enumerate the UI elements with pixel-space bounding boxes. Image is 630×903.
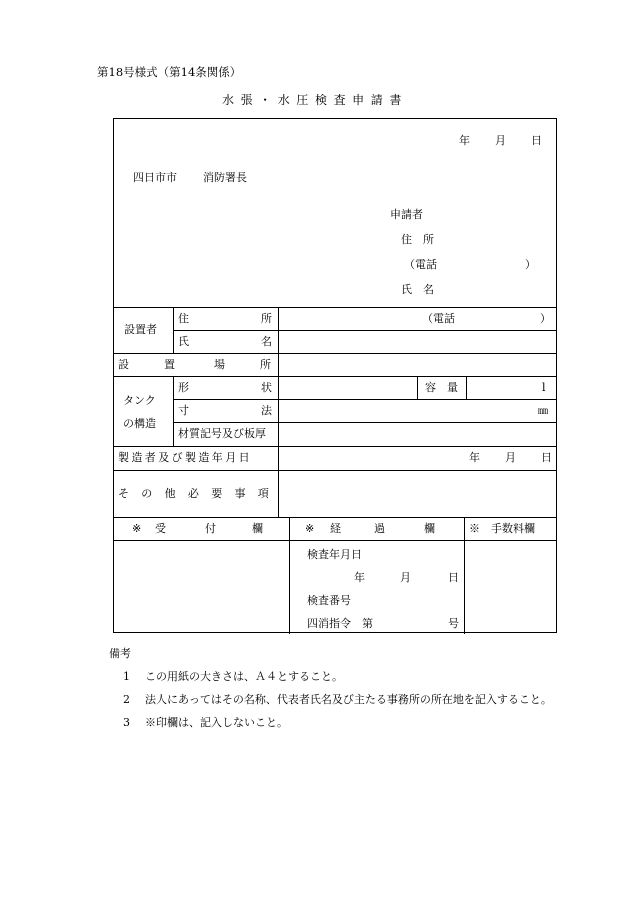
tank-label-line2: の構造: [123, 417, 156, 430]
designation-prefix: 四消指令 第: [307, 617, 373, 630]
applicant-label: 申請者: [390, 208, 423, 221]
row-divider: [114, 517, 556, 518]
row-divider: [114, 307, 556, 308]
manufacturer-year: 年: [469, 451, 480, 464]
tank-shape-char: 形: [178, 381, 189, 394]
date-day: 日: [531, 134, 542, 147]
application-form: [113, 118, 557, 633]
installer-name-char: 名: [261, 335, 272, 348]
row-divider: [114, 446, 556, 447]
manufacturer-day: 日: [541, 451, 552, 464]
notes-heading: 備考: [109, 647, 131, 660]
reception-char: 付: [205, 522, 216, 535]
tank-material-label: 材質記号及び板厚: [178, 427, 266, 440]
inspection-no-label: 検査番号: [307, 594, 351, 607]
note-text: 法人にあってはその名称、代表者氏名及び主たる事務所の所在地を記入すること。: [145, 693, 552, 706]
row-divider: [173, 399, 556, 400]
applicant-name-label: 氏 名: [401, 283, 434, 296]
form-title: 水張・水圧検査申請書: [221, 93, 408, 107]
row-divider: [173, 422, 556, 423]
row-divider: [173, 330, 556, 331]
form-number: 第18号様式（第14条関係）: [97, 65, 242, 79]
date-month: 月: [495, 134, 506, 147]
tank-capacity-char: 量: [447, 381, 458, 394]
designation-suffix: 号: [448, 617, 459, 630]
progress-char: 過: [374, 522, 385, 535]
manufacturer-label: 製造者及び製造年月日: [118, 451, 252, 464]
col-divider: [464, 517, 465, 634]
inspection-month: 月: [400, 571, 411, 584]
other-label: その他必要事項: [118, 487, 282, 500]
col-divider: [173, 307, 174, 353]
applicant-address-label: 住 所: [401, 233, 434, 246]
note-text: ※印欄は、記入しないこと。: [145, 716, 288, 729]
col-divider: [278, 307, 279, 517]
progress-char: 欄: [424, 522, 435, 535]
note-item: [123, 694, 552, 705]
progress-mark: ※: [305, 522, 315, 535]
row-divider: [114, 540, 556, 541]
installer-name-char: 氏: [178, 335, 189, 348]
reception-char: 欄: [252, 522, 263, 535]
tank-label-line1: タンク: [123, 394, 156, 407]
addressee-city: 四日市市: [133, 171, 177, 184]
col-divider: [417, 376, 418, 399]
note-item: [123, 671, 343, 682]
installer-address-char: 所: [261, 312, 272, 325]
inspection-year: 年: [354, 571, 365, 584]
installer-phone-open: （電話: [422, 312, 455, 325]
location-char: 場: [214, 358, 225, 371]
row-divider: [114, 353, 556, 354]
location-char: 所: [260, 358, 271, 371]
note-number: 1: [123, 670, 130, 683]
reception-char: 受: [155, 522, 166, 535]
inspection-day: 日: [448, 571, 459, 584]
row-divider: [114, 470, 556, 471]
note-text: この用紙の大きさは、Ａ４とすること。: [145, 670, 343, 683]
col-divider: [289, 517, 290, 634]
location-char: 置: [164, 358, 175, 371]
col-divider: [173, 376, 174, 446]
note-number: 3: [123, 716, 130, 729]
tank-dimension-char: 寸: [178, 404, 189, 417]
tank-capacity-char: 容: [425, 381, 436, 394]
manufacturer-month: 月: [505, 451, 516, 464]
tank-capacity-unit: l: [542, 381, 546, 394]
inspection-date-label: 検査年月日: [307, 548, 362, 561]
applicant-phone-open: （電話: [404, 258, 437, 271]
tank-dimension-char: 法: [261, 404, 272, 417]
installer-phone-close: ）: [540, 312, 551, 325]
reception-mark: ※: [132, 522, 142, 535]
installer-address-char: 住: [178, 312, 189, 325]
installer-label: 設置者: [124, 323, 157, 336]
date-year: 年: [459, 134, 470, 147]
fee-column-header: ※ 手数料欄: [469, 522, 535, 535]
addressee-chief: 消防署長: [203, 171, 247, 184]
tank-dimension-unit: ㎜: [538, 406, 548, 417]
note-number: 2: [123, 693, 130, 706]
progress-char: 経: [330, 522, 341, 535]
col-divider: [466, 376, 467, 399]
applicant-phone-close: ）: [525, 258, 536, 271]
row-divider: [114, 376, 556, 377]
note-item: [123, 717, 288, 728]
tank-shape-char: 状: [261, 381, 272, 394]
location-char: 設: [118, 358, 129, 371]
